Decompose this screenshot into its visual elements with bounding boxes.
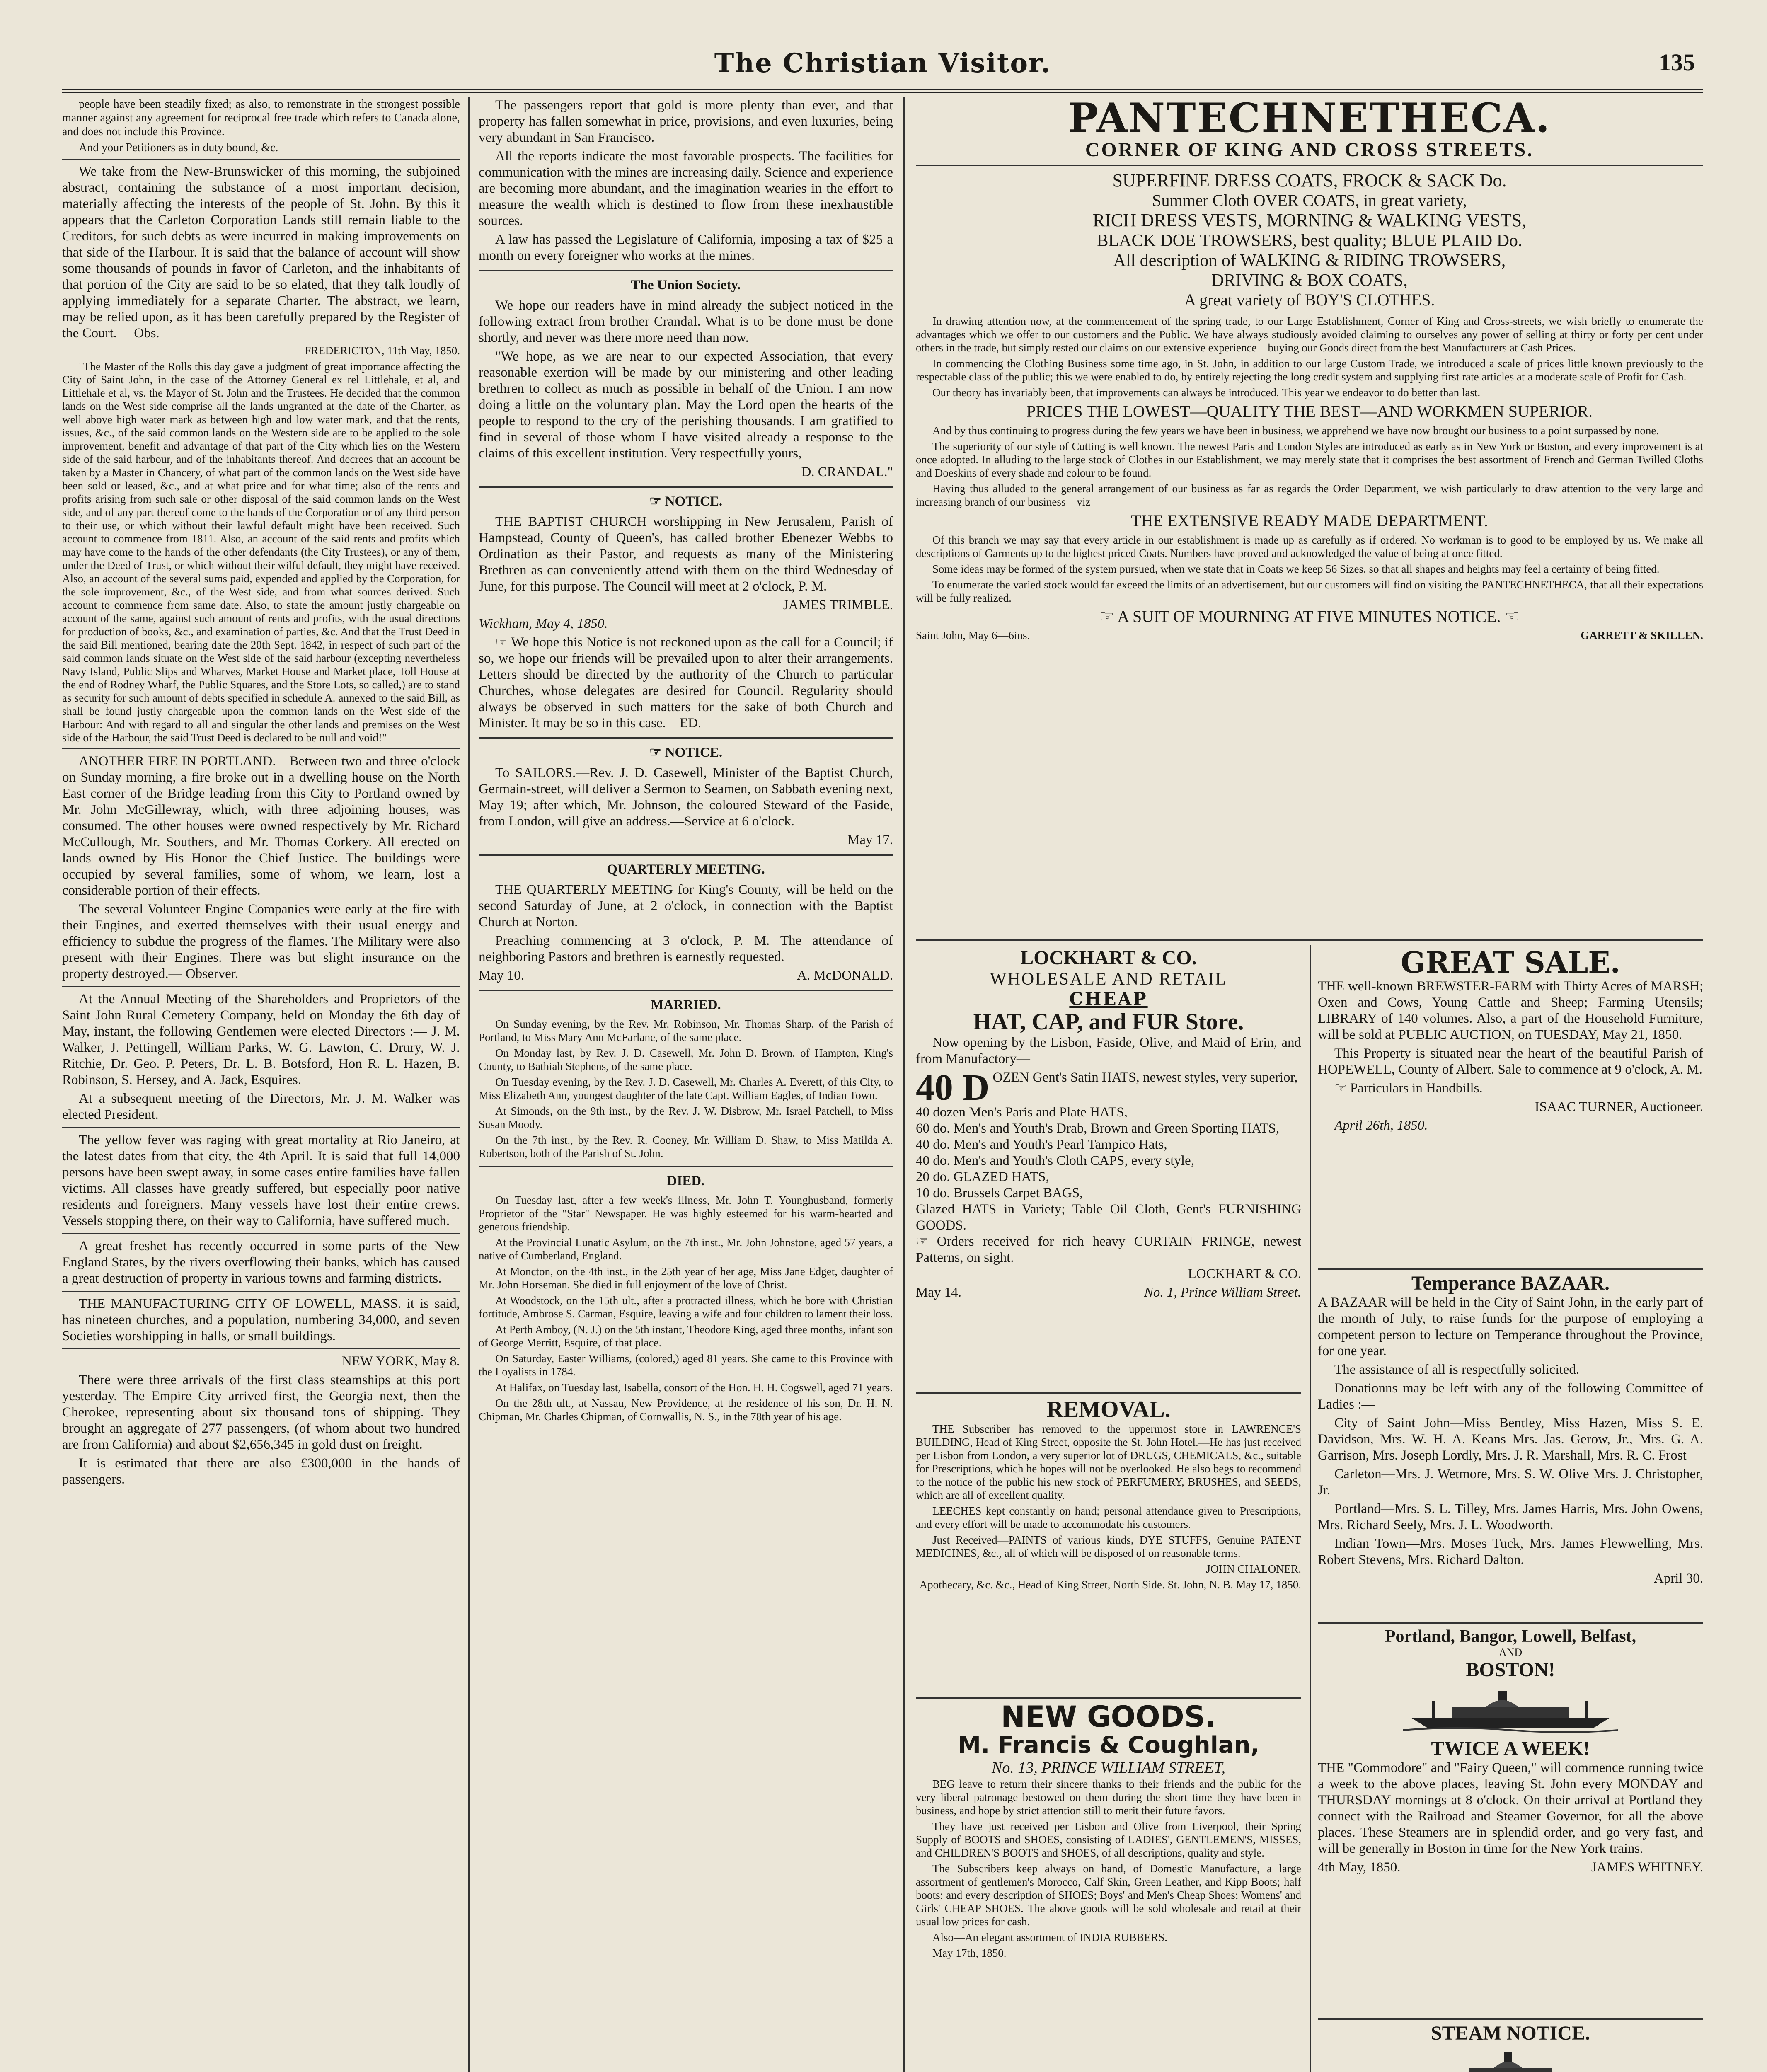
bazaar-committee: City of Saint John—Miss Bentley, Miss Hazen, Miss S. E. Davidson, Mrs. W. H. A. Keans Mrs. Jas. Gerow, Jr., Mrs. G. A. Garrison, Mrs. Joseph Lordly, Mrs. J. R. Marshall, Mrs. R. C. Frost xyxy=(1318,1416,1703,1463)
column-rule xyxy=(1310,945,1311,2072)
died-entry: At Perth Amboy, (N. J.) on the 5th instant, Theodore King, aged three months, infant son of George Merritt, Esquire, of that place. xyxy=(479,1323,893,1349)
pantech-mourning: ☞ A SUIT OF MOURNING AT FIVE MINUTES NOTICE. ☜ xyxy=(1099,607,1520,626)
column-rule xyxy=(903,97,905,2072)
newgoods-address: No. 13, PRINCE WILLIAM STREET, xyxy=(991,1759,1225,1777)
newgoods-text: They have just received per Lisbon and Olive from Liverpool, their Spring Supply of BOOTS and SHOES, consisting of LADIES', GENTLEMEN'S, MISSES, and CHILDREN'S BOOTS and SHOES, of all descriptions, quality and style. xyxy=(916,1820,1301,1859)
ad-temperance-bazaar xyxy=(1318,1272,1703,1620)
article-cemetery: At the Annual Meeting of the Shareholders and Proprietors of the Saint John Rural Cemetery Company, held on Monday the 6th day of May, instant, the following Gentlemen were elected Directors :— J. M. Walker, J. Pettingell, William Parks, W. G. Lawton, C. Drury, W. J. Ritchie, Dr. Geo. P. Peters, Dr. L. B. Botsford, Hon R. L. Hazen, B. Robinson, S. Hersey, and A. Jack, Esquires. xyxy=(62,992,460,1087)
divider xyxy=(916,1697,1301,1699)
ad-lockhart xyxy=(916,947,1301,1390)
lockhart-store: HAT, CAP, and FUR Store. xyxy=(973,1009,1244,1035)
quarterly-signature: A. McDONALD. xyxy=(797,968,893,983)
divider xyxy=(62,748,460,749)
article-california-3: A law has passed the Legislature of California, imposing a tax of $25 a month on every foreigner who works at the mines. xyxy=(479,232,893,263)
sale-heading: GREAT SALE. xyxy=(1400,947,1621,980)
died-entry: On the 28th ult., at Nassau, New Providence, at the residence of his son, Dr. H. N. Chipman, Mr. Charles Chipman, of Cornwallis, N. S., in the 78th year of his age. xyxy=(479,1397,893,1423)
heading-notice-1: ☞ NOTICE. xyxy=(649,494,723,509)
portland-signature: JAMES WHITNEY. xyxy=(1591,1860,1703,1875)
lockhart-item: 40 do. Men's and Youth's Pearl Tampico Hats, xyxy=(916,1137,1167,1152)
ad-removal xyxy=(916,1397,1301,1695)
married-entry: On Tuesday evening, by the Rev. J. D. Casewell, Mr. Charles A. Everett, of this City, to Miss Elizabeth Ann, youngest daughter of the late Capt. William Eagles, of Indian Town. xyxy=(479,1076,893,1101)
lockhart-intro: Now opening by the Lisbon, Faside, Olive, and Maid of Erin, and from Manufactory— xyxy=(916,1035,1301,1066)
married-entry: On Monday last, by Rev. J. D. Casewell, Mr. John D. Brown, of Hampton, King's County, to Bathiah Stephens, of the same place. xyxy=(479,1047,893,1072)
bazaar-committee: Portland—Mrs. S. L. Tilley, Mrs. James Harris, Mrs. John Owens, Mrs. Richard Seely, Mrs. J. L. Woodworth. xyxy=(1318,1501,1703,1532)
article-carleton: We take from the New-Brunswicker of this morning, the subjoined abstract, containing the substance of a most important decision, materially affecting the interests of the people of St. John. By this it appears that the Carleton Corporation Lands still remain liable to the Creditors, for such debts as were incurred in making improvements on that side of the Harbour. It is said that the balance of account will show some thousands of pounds in favor of Carleton, and the inhabitants of that portion of the City are said to be so elated, that they talk loudly of applying immediately for a separate Charter. The abstract, we learn, may be relied upon, as it has been carefully prepared by the Register of the Court.— Obs. xyxy=(62,164,460,341)
pantech-line: SUPERFINE DRESS COATS, FROCK & SACK Do. xyxy=(1112,170,1507,191)
quarterly-text-2: Preaching commencing at 3 o'clock, P. M. The attendance of neighboring Pastors and brethren is earnestly requested. xyxy=(479,933,893,964)
pantech-paragraph: Some ideas may be formed of the system pursued, when we state that in Coats we keep 56 Sizes, so that all shapes and heights may feel a certainty of being fitted. xyxy=(932,563,1660,575)
petition-text: people have been steadily fixed; as also, to remonstrate in the strongest possible manner against any agreement for reciprocal free trade which refers to Canada alone, and does not include this Province. xyxy=(62,98,460,138)
died-entry: At Woodstock, on the 15th ult., after a protracted illness, which he bore with Christian fortitude, Ambrose S. Carman, Esquire, leaving a wife and four children to lament their loss. xyxy=(479,1294,893,1320)
lockhart-item: Glazed HATS in Variety; Table Oil Cloth, Gent's FURNISHING GOODS. xyxy=(916,1202,1301,1233)
pantech-paragraph: In drawing attention now, at the commencement of the spring trade, to our Large Establishment, Corner of King and Cross-streets, we wish briefly to enumerate the advantages which we offer to our customers and the Public. We have always studiously avoided claiming to ourselves any power of selling at thirty or forty per cent under others in the trade, but simply rested our claims on our extensive experience—buying our Goods direct from the best Manufacturers at Cash Prices. xyxy=(916,315,1703,354)
article-california-2: All the reports indicate the most favorable prospects. The facilities for communication with the mines are increasing daily. Science and experience are becoming more abundant, and the imagination wearies in the effort to measure the wealth which is destined to flow from these inexhaustible sources. xyxy=(479,149,893,228)
pantech-footer xyxy=(916,629,1703,642)
lockhart-cheap: CHEAP xyxy=(1069,989,1148,1009)
pantech-line: Summer Cloth OVER COATS, in great variety, xyxy=(1152,191,1467,210)
lockhart-item: 40 dozen Men's Paris and Plate HATS, xyxy=(916,1105,1128,1120)
bazaar-text: The assistance of all is respectfully solicited. xyxy=(1334,1362,1580,1377)
newgoods-text: Also—An elegant assortment of INDIA RUBBERS. xyxy=(932,1931,1167,1944)
removal-text: THE Subscriber has removed to the uppermost store in LAWRENCE'S BUILDING, Head of King Street, opposite the St. John Hotel.—He has just received per Lisbon from London, a very superior lot of DRUGS, CHEMICALS, &c., suitable for Prescriptions, which he hopes will not be overlooked. He also begs to recommend to the notice of the public his new stock of PERFUMERY, BRUSHES, and SEEDS, which are all of excellent quality. xyxy=(916,1423,1301,1501)
divider xyxy=(62,1127,460,1128)
article-cemetery-2: At a subsequent meeting of the Directors, Mr. J. M. Walker was elected President. xyxy=(62,1091,460,1122)
portland-boston: BOSTON! xyxy=(1466,1659,1555,1681)
masthead xyxy=(62,39,1703,93)
married-entry: On Sunday evening, by the Rev. Mr. Robinson, Mr. Thomas Sharp, of the Parish of Portland, to Miss Mary Ann McFarlane, of the same place. xyxy=(479,1018,893,1043)
divider xyxy=(916,165,1703,166)
died-entry: On Tuesday last, after a few week's illness, Mr. John T. Younghusband, formerly Proprietor of the "Star" Newspaper. He was highly esteemed for his warm-hearted and generous friendship. xyxy=(479,1194,893,1233)
article-california: The passengers report that gold is more plenty than ever, and that property has fallen somewhat in price, provisions, and even luxuries, being very abundant in San Francisco. xyxy=(479,98,893,145)
divider xyxy=(62,1233,460,1234)
sale-text-3: ☞ Particulars in Handbills. xyxy=(1334,1081,1483,1096)
lockhart-name: LOCKHART & CO. xyxy=(1020,947,1197,969)
lockhart-first-item xyxy=(916,1070,1301,1104)
newgoods-text: The Subscribers keep always on hand, of Domestic Manufacture, a large assortment of gentlemen's Morocco, Calf Skin, Green Leather, and Kipp Boots; half boots; and every description of SHOES; Boys' and Men's Cheap Shoes; Womens' and Girls' CHEAP SHOES. The above goods will be sold wholesale and retail at their usual low prices for cash. xyxy=(916,1862,1301,1928)
divider xyxy=(62,159,460,160)
lockhart-item: 20 do. GLAZED HATS, xyxy=(916,1169,1049,1184)
pantech-paragraph: To enumerate the varied stock would far exceed the limits of an advertisement, but our customers will find on visiting the PANTECHNETHECA, that all their expectations will be fully realized. xyxy=(916,579,1703,604)
notice-ordination-date: Wickham, May 4, 1850. xyxy=(479,616,608,631)
heading-married: MARRIED. xyxy=(651,997,721,1012)
ad-new-goods xyxy=(916,1701,1301,2072)
column-1 xyxy=(62,97,460,2072)
portland-text: THE "Commodore" and "Fairy Queen," will commence running twice a week to the above places, leaving St. John every MONDAY and THURSDAY mornings at 8 o'clock. On their arrival at Portland they connect with the Railroad and Steamer Governor, for all the above places. These Steamers are in splendid order, and go very fast, and will be generally in Boston in time for the New York trains. xyxy=(1318,1760,1703,1856)
bazaar-committee: Carleton—Mrs. J. Wetmore, Mrs. S. W. Olive Mrs. J. Christopher, Jr. xyxy=(1318,1467,1703,1498)
lockhart-line1: WHOLESALE AND RETAIL xyxy=(990,970,1227,989)
sale-text-2: This Property is situated near the heart of the beautiful Parish of HOPEWELL, County of Albert. Sale to commence at 9 o'clock, A. M. xyxy=(1318,1046,1703,1077)
bazaar-text: A BAZAAR will be held in the City of Saint John, in the early part of the month of July, to raise funds for the purpose of employing a competent person to lecture on Temperance throughout the Province, for one year. xyxy=(1318,1295,1703,1358)
pantech-line: BLACK DOE TROWSERS, best quality; BLUE PLAID Do. xyxy=(1097,231,1523,250)
divider xyxy=(479,737,893,739)
married-entry: On the 7th inst., by the Rev. R. Cooney, Mr. William D. Shaw, to Miss Matilda A. Robertson, both of the Parish of St. John. xyxy=(479,1134,893,1159)
steamboat-icon xyxy=(1403,1685,1618,1734)
divider xyxy=(479,270,893,271)
divider xyxy=(1318,2018,1703,2020)
dateline-new-york: NEW YORK, May 8. xyxy=(341,1354,460,1369)
removal-heading: REMOVAL. xyxy=(1046,1397,1171,1422)
divider xyxy=(62,1291,460,1292)
column-2 xyxy=(479,97,893,2072)
pantech-motto: PRICES THE LOWEST—QUALITY THE BEST—AND WORKMEN SUPERIOR. xyxy=(1026,402,1593,421)
pantech-paragraph: Our theory has invariably been, that improvements can always be introduced. This year we endeavor to do better than last. xyxy=(932,386,1481,399)
pantech-line: All description of WALKING & RIDING TROWSERS, xyxy=(1113,251,1506,270)
sale-text: THE well-known BREWSTER-FARM with Thirty Acres of MARSH; Oxen and Cows, Young Cattle and Sheep; Farming Utensils; LIBRARY of 140 volumes. Also, a part of the Household Furniture, will be sold at PUBLIC AUCTION, on TUESDAY, May 21, 1850. xyxy=(1318,979,1703,1042)
article-new-york-2: It is estimated that there are also £300,000 in the hands of passengers. xyxy=(62,1456,460,1487)
newspaper-title: The Christian Visitor. xyxy=(714,48,1051,79)
article-lowell: THE MANUFACTURING CITY OF LOWELL, MASS. it is said, has nineteen churches, and a population, numbering 34,000, and seven Societies worshipping in halls, or small buildings. xyxy=(62,1296,460,1343)
article-new-york: There were three arrivals of the first class steamships at this port yesterday. The Empire City arrived first, the Georgia next, then the Cherokee, representing about six thousand tons of shipping. They brought an aggregate of 277 passengers, (of whom about two hundred are from California) and about $2,656,345 in gold dust on freight. xyxy=(62,1372,460,1452)
bazaar-committee: Indian Town—Mrs. Moses Tuck, Mrs. James Flewwelling, Mrs. Robert Stevens, Mrs. Richard Dalton. xyxy=(1318,1536,1703,1567)
died-entry: On Saturday, Easter Williams, (colored,) aged 81 years. She came to this Province with the Loyalists in 1784. xyxy=(479,1352,893,1378)
pantech-title: PANTECHNETHECA. xyxy=(1068,97,1551,141)
ad-great-sale xyxy=(1318,947,1703,1266)
pantech-line: RICH DRESS VESTS, MORNING & WALKING VESTS, xyxy=(1092,210,1527,230)
divider xyxy=(479,854,893,856)
newgoods-heading: NEW GOODS. xyxy=(1001,1701,1216,1734)
divider xyxy=(916,939,1703,941)
divider xyxy=(479,1166,893,1167)
steam-heading: STEAM NOTICE. xyxy=(1431,2022,1590,2044)
petition-close: And your Petitioners as in duty bound, &c. xyxy=(79,141,278,154)
bazaar-date: April 30. xyxy=(1653,1571,1703,1586)
sale-date: April 26th, 1850. xyxy=(1334,1118,1428,1133)
lockhart-first-text: OZEN Gent's Satin HATS, newest styles, very superior, xyxy=(992,1070,1298,1085)
lockhart-address: No. 1, Prince William Street. xyxy=(1144,1285,1301,1300)
lockhart-signature: LOCKHART & CO. xyxy=(1188,1266,1301,1281)
died-entry: At Moncton, on the 4th inst., in the 25th year of her age, Miss Jane Edget, daughter of Mr. John Horseman. She died in full enjoyment of the love of Christ. xyxy=(479,1265,893,1291)
married-entry: At Simonds, on the 9th inst., by the Rev. J. W. Disbrow, Mr. Israel Patchell, to Miss Susan Moody. xyxy=(479,1105,893,1130)
divider xyxy=(916,1392,1301,1394)
newgoods-text: BEG leave to return their sincere thanks to their friends and the public for the very liberal patronage bestowed on them during the short time they have been in business, and hope by strict attention still to merit their future favors. xyxy=(916,1778,1301,1817)
lockhart-footer xyxy=(916,1285,1301,1301)
heading-died: DIED. xyxy=(667,1174,705,1188)
quarterly-date: May 10. xyxy=(479,968,524,983)
notice-sailors-date: May 17. xyxy=(847,833,893,847)
pantech-paragraph: Having thus alluded to the general arrangement of our business as far as regards the Order Department, we wish particularly to draw attention to the very large and increasing branch of our business—viz— xyxy=(916,482,1703,508)
removal-text: LEECHES kept constantly on hand; personal attendance given to Prescriptions, and every effort will be made to accommodate his customers. xyxy=(916,1505,1301,1530)
sale-signature: ISAAC TURNER, Auctioneer. xyxy=(1535,1099,1703,1114)
lockhart-item: 40 do. Men's and Youth's Cloth CAPS, every style, xyxy=(916,1153,1194,1168)
portland-date: 4th May, 1850. xyxy=(1318,1860,1401,1875)
lockhart-item: ☞ Orders received for rich heavy CURTAIN FRINGE, newest Patterns, on sight. xyxy=(916,1234,1301,1265)
pantech-subtitle: CORNER OF KING AND CROSS STREETS. xyxy=(1085,139,1534,161)
portland-heading: Portland, Bangor, Lowell, Belfast, xyxy=(1385,1627,1636,1646)
lockhart-item: 60 do. Men's and Youth's Drab, Brown and Green Sporting HATS, xyxy=(916,1121,1280,1136)
portland-and: AND xyxy=(1498,1646,1523,1658)
pantech-firm: GARRETT & SKILLEN. xyxy=(1581,629,1703,641)
pantech-paragraph: And by thus continuing to progress during the few years we have been in business, we apprehend we have now brought our business to a point surpassed by none. xyxy=(932,424,1659,437)
bazaar-text: Donationns may be left with any of the following Committee of Ladies :— xyxy=(1318,1381,1703,1412)
article-fire-2: The several Volunteer Engine Companies were early at the fire with their Engines, and exerted themselves with their usual energy and efficiency to subdue the progress of the flames. The Military were also present with their Engines. There was but slight insurance on the property destroyed.— Observer. xyxy=(62,902,460,981)
lockhart-item: 10 do. Brussels Carpet BAGS, xyxy=(916,1186,1083,1201)
page-number: 135 xyxy=(1659,49,1695,76)
union-signature: D. CRANDAL." xyxy=(801,465,893,479)
article-freshet: A great freshet has recently occurred in some parts of the New England States, by the rivers overflowing their banks, which has caused a great destruction of property in various towns and farming districts. xyxy=(62,1239,460,1286)
pantech-ready-heading: THE EXTENSIVE READY MADE DEPARTMENT. xyxy=(1131,511,1488,530)
ad-steam-notice xyxy=(1318,2022,1703,2072)
heading-quarterly-meeting: QUARTERLY MEETING. xyxy=(607,862,765,877)
heading-notice-2: ☞ NOTICE. xyxy=(649,745,723,760)
divider xyxy=(62,1348,460,1349)
removal-signature: JOHN CHALONER. xyxy=(1206,1563,1301,1575)
quarterly-text: THE QUARTERLY MEETING for King's County, will be held on the second Saturday of June, at 2 o'clock, in connection with the Baptist Church at Norton. xyxy=(479,882,893,929)
divider xyxy=(1318,1268,1703,1270)
removal-text: Just Received—PAINTS of various kinds, DYE STUFFS, Genuine PATENT MEDICINES, &c., all of which will be disposed of on reasonable terms. xyxy=(916,1534,1301,1559)
portland-twice: TWICE A WEEK! xyxy=(1431,1738,1590,1760)
steamboat-icon xyxy=(1432,2048,1589,2072)
divider xyxy=(479,486,893,488)
lockhart-quantity: 40 D xyxy=(916,1070,990,1104)
notice-ordination: THE BAPTIST CHURCH worshipping in New Jerusalem, Parish of Hampstead, County of Queen's, has called brother Ebenezer Webbs to Ordination as their Pastor, and requests as many of the Ministering Brethren as can conveniently attend with them on the third Wednesday of June, for this purpose. The Council will meet at 2 o'clock, P. M. xyxy=(479,514,893,594)
ad-portland-boston xyxy=(1318,1627,1703,2016)
divider xyxy=(479,990,893,991)
pantech-place-date: Saint John, May 6—6ins. xyxy=(916,629,1030,641)
pantech-line: DRIVING & BOX COATS, xyxy=(1211,271,1408,290)
lockhart-date: May 14. xyxy=(916,1285,961,1300)
ad-pantechnetheca xyxy=(916,97,1703,934)
column-rule xyxy=(468,97,470,2072)
union-intro: We hope our readers have in mind already the subject noticed in the following extract from brother Crandal. What is to be done must be done shortly, and never was there more need than now. xyxy=(479,298,893,345)
portland-footer xyxy=(1318,1859,1703,1876)
died-entry: At the Provincial Lunatic Asylum, on the 7th inst., Mr. John Johnstone, aged 57 years, a native of Cumberland, England. xyxy=(479,1236,893,1262)
removal-address: Apothecary, &c. &c., Head of King Street, North Side. St. John, N. B. May 17, 1850. xyxy=(919,1578,1301,1591)
died-entry: At Halifax, on Tuesday last, Isabella, consort of the Hon. H. H. Cogswell, aged 71 years. xyxy=(495,1381,893,1394)
dateline-fredericton: FREDERICTON, 11th May, 1850. xyxy=(305,344,460,357)
notice-ordination-signature: JAMES TRIMBLE. xyxy=(783,598,893,612)
divider xyxy=(62,986,460,987)
pantech-paragraph: In commencing the Clothing Business some time ago, in St. John, in addition to our large Custom Trade, we introduced a scale of prices little known previously to the respectable class of the public; this we were enabled to do, by entirely rejecting the long credit system and supplying first rate articles at a moderate scale of Profit for Cash. xyxy=(916,357,1703,383)
pantech-line: A great variety of BOY'S CLOTHES. xyxy=(1184,290,1435,309)
divider xyxy=(1318,1622,1703,1624)
notice-editor-note: ☞ We hope this Notice is not reckoned upon as the call for a Council; if so, we hope our friends will be prevailed upon to alter their arrangements. Letters should be directed by the authority of the Church to particular Churches, whose delegates are desired for Council. Regularity should always be observed in such matters for the sake of both Church and Minister. It may be so in this case.—ED. xyxy=(479,635,893,731)
article-judgment: "The Master of the Rolls this day gave a judgment of great importance affecting the City of Saint John, in the case of the Attorney General ex rel Littlehale, et al, and Littlehale et al, vs. the Mayor of St. John and the Trustees. He decided that the common lands on the West side comprise all the lands ungranted at the date of the Charter, as well above high water mark as between high and low water mark, and that the rents, issues, &c., of the said common lands on the Western side are to be applied to the sole improvement, benefit and advantage of that part of the City which lies on the Western side of the said harbour, and of the inhabitants thereof. And decrees that an account be taken by a Master in Chancery, of what part of the common lands on the West side have been sold or leased, &c., and at what price and for what time; also of the rents and profits arising from such sale or other disposal of the said common lands on the West side, and of any part thereof come to the hands of the Corporation or of any third person to their use, or which without their lawful default might have been received. Such account to commence from 1811. Also, an account of the said rents and profits which may have come to the hands of the other defendants (the City Trustees), or any of them, under the Deed of Trust, or which without their wilful default, they might have received. Also, an account of the several sums paid, expended and applied by the Corporation, for the sole improvement, &c., of the West side, and from what sources derived. Such account to commence from same date. Also, to state the amount justly chargeable on account of the same, against such amount of rents and profits, with the usual directions for production of books, &c., and examination of parties, &c. And that the Trust Deed in the said Bill mentioned, bearing date the 20th Sept. 1842, in respect of such part of the said common lands situate on the West side of the said harbour (excepting nevertheless Navy Island, Public Slips and Wharves, Market House and Market place, Toll House at the end of Rodney Wharf, the Public Squares, and the Store Lots, so called,) are to stand as security for such amount of debts specified in schedule A. annexed to the said Bill, as shall be found justly chargeable upon the common lands on the West side of the Harbour: And with regard to all and singular the other lands and premises on the West side of the Harbour, the said Trust Deed is declared to be null and void!" xyxy=(62,360,460,744)
pantech-paragraph: The superiority of our style of Cutting is well known. The newest Paris and London Styles are introduced as early as in New York or Boston, and every improvement is at once adopted. In alluding to the large stock of Clothes in our Establishment, we may merely state that it comprises the best assortment of French and German Twilled Cloths and Doeskins of every shade and colour to be found. xyxy=(916,440,1703,479)
newgoods-date: May 17th, 1850. xyxy=(932,1947,1007,1959)
article-yellow-fever: The yellow fever was raging with great mortality at Rio Janeiro, at the latest dates from that city, the 4th April. It is said that full 14,000 persons have been swept away, in some cases entire families have fallen victims. All classes have greatly suffered, but especially poor native residents and foreigners. Many vessels have lost their entire crews. Vessels stopping there, on their way to California, have suffered much. xyxy=(62,1133,460,1228)
quarterly-footer xyxy=(479,968,893,984)
newgoods-firm: M. Francis & Coughlan, xyxy=(958,1732,1259,1759)
notice-sailors: To SAILORS.—Rev. J. D. Casewell, Minister of the Baptist Church, Germain-street, will deliver a Sermon to Seamen, on Sabbath evening next, May 19; after which, Mr. Johnson, the coloured Steward of the Faside, from London, will give an address.—Service at 6 o'clock. xyxy=(479,765,893,829)
pantech-paragraph: Of this branch we may say that every article in our establishment is made up as carefully as if ordered. No workman is to good to be employed by us. We make all descriptions of Garments up to the highest priced Coats. Numbers have proved and acknowledged the value of being at once fitted. xyxy=(916,534,1703,559)
heading-union-society: The Union Society. xyxy=(631,278,741,293)
bazaar-heading: Temperance BAZAAR. xyxy=(1411,1272,1610,1294)
article-fire: ANOTHER FIRE IN PORTLAND.—Between two and three o'clock on Sunday morning, a fire broke out in a dwelling house on the North East corner of the Bridge leading from this City to Portland owned by Mr. John McGillewray, which, with three adjoining houses, was consumed. The other houses were owned respectively by Mr. Richard McCullough, Mr. Southers, and Mr. Thomas Corkery. All erected on lands owned by His Honor the Chief Justice. The buildings were occupied by several families, some of whom, we learn, lost a considerable portion of their effects. xyxy=(62,754,460,898)
union-letter: "We hope, as we are near to our expected Association, that every reasonable exertion will be made by our ministering and other leading brethren to collect as much as possible in behalf of the Union. I am now doing a little on the voluntary plan. May the Lord open the hearts of the people to respond to the cry of the perishing thousands. I am gratified to find in several of those whom I have visited already a response to the claims of this excellent institution. Very respectfully yours, xyxy=(479,349,893,461)
